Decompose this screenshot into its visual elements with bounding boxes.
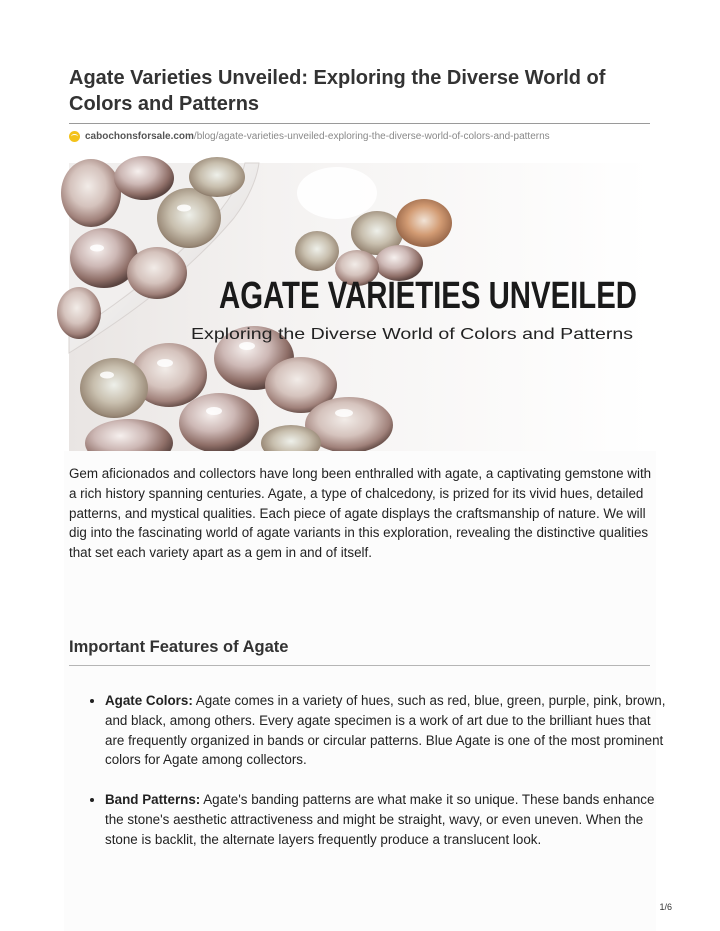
list-item [105, 790, 671, 849]
source-path: /blog/agate-varieties-unveiled-exploring-the-diverse-world-of-colors-and-patterns [193, 130, 550, 142]
source-domain: cabochonsforsale.com [85, 130, 194, 142]
section-heading: Important Features of Agate [69, 638, 289, 656]
list-item-text: Agate comes in a variety of hues, such as red, blue, green, purple, pink, brown, and black, among others. Every agate specimen is a work of art due to the brilliant hues that are frequently organized in bands or circular patterns. Blue Agate is one of the most prominent colors for Agate among collectors. [105, 693, 666, 768]
hero-headline: AGATE VARIETIES UNVEILED [219, 275, 637, 317]
source-url[interactable] [69, 128, 550, 144]
features-list [87, 691, 671, 870]
list-item-text: Agate's banding patterns are what make it so unique. These bands enhance the stone's aesthetic attractiveness and might be straight, wavy, or even uneven. When the stone is backlit, the alternate layers frequently produce a translucent look. [105, 792, 655, 847]
hero-banner-image [69, 163, 650, 451]
section-divider [69, 665, 650, 666]
list-item-label: Band Patterns: [105, 792, 201, 808]
hero-subheadline: Exploring the Diverse World of Colors and Patterns [191, 326, 633, 343]
site-favicon-icon [69, 131, 80, 142]
page-indicator: 1/6 [659, 902, 672, 912]
list-item [105, 691, 671, 770]
title-divider [69, 123, 650, 124]
list-item-label: Agate Colors: [105, 693, 193, 708]
article-title: Agate Varieties Unveiled: Exploring the Diverse World of Colors and Patterns [69, 67, 606, 115]
intro-paragraph: Gem aficionados and collectors have long been enthralled with agate, a captivating gemstone with a rich history spanning centuries. Agate, a type of chalcedony, is prized for its vivid hues, detailed patterns, and mystical qualities. Each piece of agate displays the craftsmanship of nature. We will dig into the fascinating world of agate variants in this exploration, revealing the distinctive qualities that set each variety apart as a gem in and of itself. [69, 466, 652, 561]
